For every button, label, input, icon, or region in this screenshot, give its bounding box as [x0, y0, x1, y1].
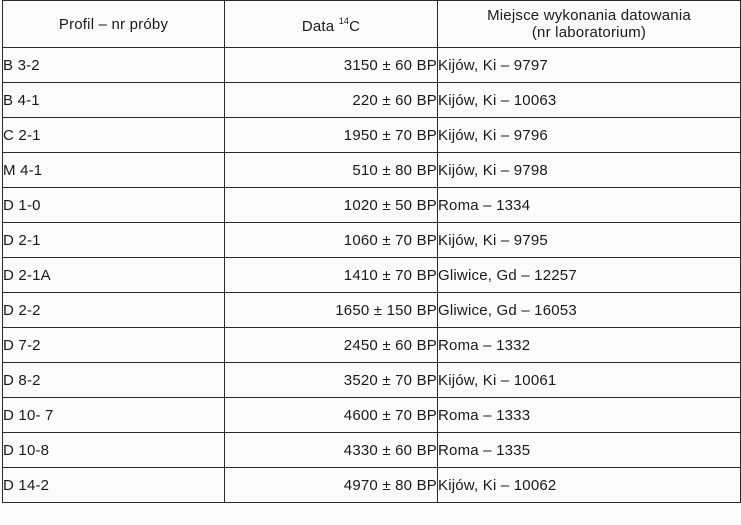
cell-lab: Roma – 1334 — [438, 188, 741, 223]
cell-profile: B 3-2 — [3, 48, 225, 83]
cell-date: 1950 ± 70 BP — [225, 118, 438, 153]
cell-profile: D 7-2 — [3, 328, 225, 363]
table-row — [3, 433, 741, 468]
table-row — [3, 398, 741, 433]
cell-profile: B 4-1 — [3, 83, 225, 118]
cell-date: 4600 ± 70 BP — [225, 398, 438, 433]
cell-date: 4330 ± 60 BP — [225, 433, 438, 468]
header-date-prefix: Data — [301, 17, 339, 35]
table-row — [3, 258, 741, 293]
cell-profile: D 2-1A — [3, 258, 225, 293]
table-row — [3, 363, 741, 398]
cell-profile: D 2-2 — [3, 293, 225, 328]
table-row — [3, 468, 741, 503]
cell-date: 1020 ± 50 BP — [225, 188, 438, 223]
table-row — [3, 83, 741, 118]
cell-date: 1060 ± 70 BP — [225, 223, 438, 258]
cell-profile: D 14-2 — [3, 468, 225, 503]
table-header-row — [3, 1, 741, 48]
cell-lab: Roma – 1332 — [438, 328, 741, 363]
cell-date: 3520 ± 70 BP — [225, 363, 438, 398]
cell-lab: Kijów, Ki – 9797 — [438, 48, 741, 83]
table-row — [3, 48, 741, 83]
table-row — [3, 223, 741, 258]
cell-date: 1410 ± 70 BP — [225, 258, 438, 293]
header-profile: Profil – nr próby — [3, 1, 225, 48]
cell-profile: D 10-8 — [3, 433, 225, 468]
cell-date: 1650 ± 150 BP — [225, 293, 438, 328]
table-row — [3, 328, 741, 363]
cell-lab: Gliwice, Gd – 16053 — [438, 293, 741, 328]
cell-lab: Kijów, Ki – 9795 — [438, 223, 741, 258]
cell-lab: Kijów, Ki – 10061 — [438, 363, 741, 398]
cell-profile: C 2-1 — [3, 118, 225, 153]
cell-lab: Roma – 1333 — [438, 398, 741, 433]
cell-profile: D 1-0 — [3, 188, 225, 223]
header-date — [225, 1, 438, 48]
cell-date: 2450 ± 60 BP — [225, 328, 438, 363]
cell-lab: Kijów, Ki – 10063 — [438, 83, 741, 118]
cell-date: 3150 ± 60 BP — [225, 48, 438, 83]
header-place — [438, 1, 741, 48]
table-row — [3, 188, 741, 223]
header-place-line1: Miejsce wykonania datowania — [487, 7, 691, 24]
header-place-line2: (nr laboratorium) — [531, 24, 647, 41]
cell-date: 510 ± 80 BP — [225, 153, 438, 188]
cell-lab: Roma – 1335 — [438, 433, 741, 468]
radiocarbon-dates-table — [2, 0, 741, 503]
cell-date: 220 ± 60 BP — [225, 83, 438, 118]
cell-lab: Kijów, Ki – 9798 — [438, 153, 741, 188]
cell-profile: D 2-1 — [3, 223, 225, 258]
cell-lab: Kijów, Ki – 10062 — [438, 468, 741, 503]
cell-lab: Gliwice, Gd – 12257 — [438, 258, 741, 293]
cell-profile: D 10- 7 — [3, 398, 225, 433]
header-date-isotope: 14 — [338, 15, 350, 26]
cell-date: 4970 ± 80 BP — [225, 468, 438, 503]
cell-profile: D 8-2 — [3, 363, 225, 398]
header-date-suffix: C — [349, 17, 361, 35]
table-row — [3, 118, 741, 153]
cell-profile: M 4-1 — [3, 153, 225, 188]
cell-lab: Kijów, Ki – 9796 — [438, 118, 741, 153]
table-row — [3, 293, 741, 328]
table-row — [3, 153, 741, 188]
